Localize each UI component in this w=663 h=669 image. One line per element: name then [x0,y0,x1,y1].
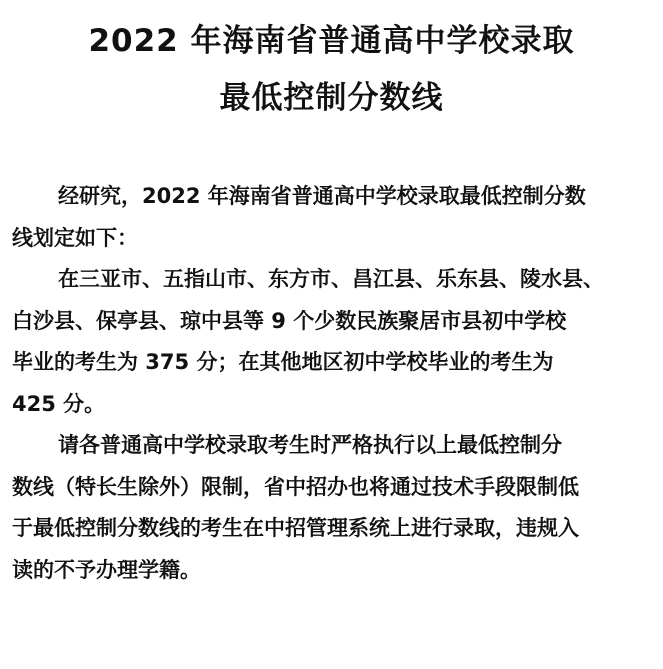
paragraph-line: 经研究，2022 年海南省普通高中学校录取最低控制分数 [58,184,586,208]
title-line-2: 最低控制分数线 [219,80,444,116]
paragraph-line: 读的不予办理学籍。 [12,557,201,582]
paragraph-line: 于最低控制分数线的考生在中招管理系统上进行录取，违规入 [12,516,579,540]
paragraph-intro [12,176,652,259]
paragraph-line: 425 分。 [12,391,106,416]
paragraph-line: 数线（特长生除外）限制，省中招办也将通过技术手段限制低 [12,474,579,499]
title-line-1: 2022 年海南省普通高中学校录取 [88,23,575,59]
paragraph-line: 毕业的考生为 375 分；在其他地区初中学校毕业的考生为 [12,350,554,374]
paragraph-line: 白沙县、保亭县、琼中县等 9 个少数民族聚居市县初中学校 [12,308,567,333]
document-title [0,17,663,122]
paragraph-line: 在三亚市、五指山市、东方市、昌江县、乐东县、陵水县、 [58,267,604,291]
paragraph-scores [12,259,652,425]
paragraph-instructions [12,425,652,591]
document-body [12,176,652,591]
paragraph-line: 请各普通高中学校录取考生时严格执行以上最低控制分 [58,433,562,457]
paragraph-line: 线划定如下： [12,225,138,250]
